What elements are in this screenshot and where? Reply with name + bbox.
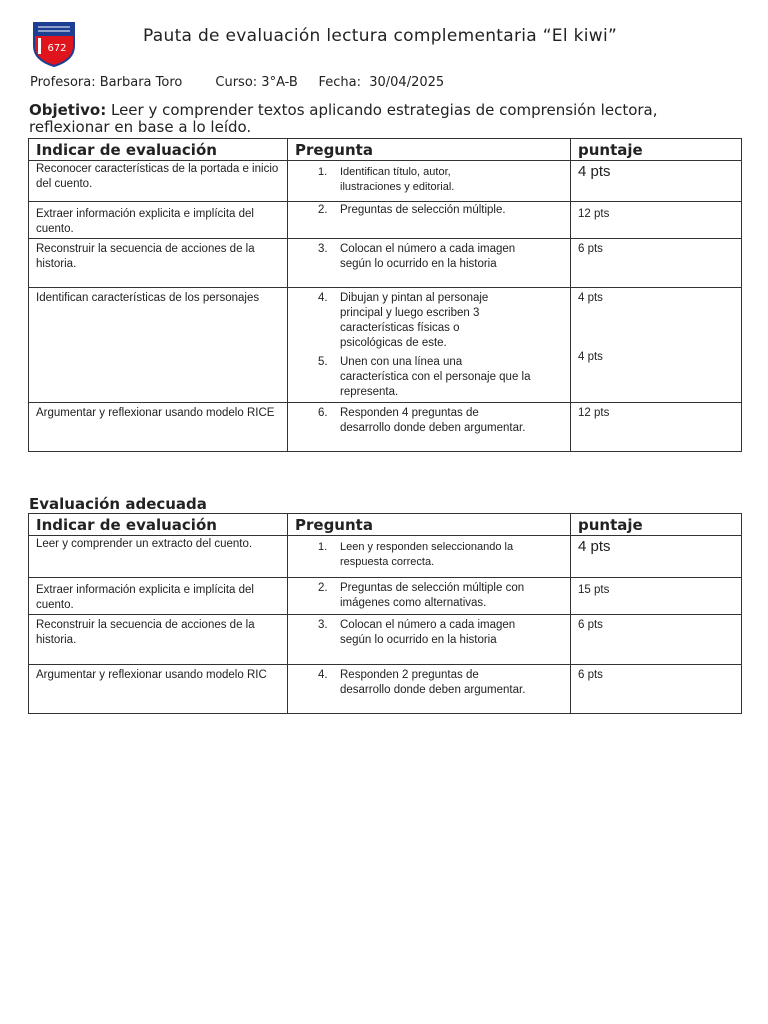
objective-label: Objetivo: xyxy=(29,101,107,119)
question-number: 1. xyxy=(318,541,328,553)
points-cell: 6 pts xyxy=(571,239,742,288)
table-row xyxy=(29,239,742,288)
indicator-cell: Reconocer características de la portada e inicio del cuento. xyxy=(29,161,288,202)
objective-text: Leer y comprender textos aplicando estrategias de comprensión lectora, reflexionar en base a lo leído. xyxy=(29,101,658,136)
indicator-cell: Extraer información explicita e implícita del cuento. xyxy=(29,202,288,239)
points-cell: 4 pts xyxy=(571,161,742,202)
table-header-row xyxy=(29,514,742,536)
question-text: Colocan el número a cada imagen según lo ocurrido en la historia xyxy=(340,619,516,646)
table-row xyxy=(29,615,742,665)
question-cell xyxy=(288,403,571,452)
points-cell xyxy=(571,288,742,403)
indicator-cell: Reconstruir la secuencia de acciones de la historia. xyxy=(29,239,288,288)
question-number: 4. xyxy=(318,669,328,681)
question-text: Identifican título, autor, ilustraciones y editorial. xyxy=(340,166,455,193)
evaluation-table xyxy=(28,138,742,452)
header-indicator: Indicar de evaluación xyxy=(29,139,288,161)
question-number: 3. xyxy=(318,619,328,631)
points-cell: 15 pts xyxy=(571,578,742,615)
indicator-cell: Extraer información explicita e implícita del cuento. xyxy=(29,578,288,615)
adapted-evaluation-table xyxy=(28,513,742,714)
table-row xyxy=(29,536,742,578)
header-question: Pregunta xyxy=(288,139,571,161)
objective xyxy=(29,102,729,136)
indicator-cell: Reconstruir la secuencia de acciones de la historia. xyxy=(29,615,288,665)
question-cell xyxy=(288,161,571,202)
question-cell xyxy=(288,578,571,615)
question-number: 2. xyxy=(318,582,328,594)
points-value: 4 pts xyxy=(578,292,603,304)
question-number: 1. xyxy=(318,166,328,178)
document-title: Pauta de evaluación lectura complementaria “El kiwi” xyxy=(143,26,618,46)
table-row xyxy=(29,578,742,615)
table-row xyxy=(29,202,742,239)
table-row xyxy=(29,403,742,452)
question-cell xyxy=(288,536,571,578)
table-header-row xyxy=(29,139,742,161)
table-row xyxy=(29,288,742,403)
question-text: Responden 4 preguntas de desarrollo donde deben argumentar. xyxy=(340,407,526,434)
question-text: Leen y responden seleccionando la respuesta correcta. xyxy=(340,541,514,568)
indicator-cell: Identifican características de los personajes xyxy=(29,288,288,403)
question-number: 3. xyxy=(318,243,328,255)
header-points: puntaje xyxy=(571,514,742,536)
points-cell: 6 pts xyxy=(571,615,742,665)
points-value: 4 pts xyxy=(578,351,603,363)
question-text: Responden 2 preguntas de desarrollo donde deben argumentar. xyxy=(340,669,526,696)
points-cell: 4 pts xyxy=(571,536,742,578)
question-cell xyxy=(288,202,571,239)
question-text: Dibujan y pintan al personaje principal y luego escriben 3 características físicas o psicológicas de este. xyxy=(340,292,489,349)
indicator-cell: Argumentar y reflexionar usando modelo RIC xyxy=(29,665,288,714)
header-points: puntaje xyxy=(571,139,742,161)
question-cell xyxy=(288,288,571,403)
points-cell: 12 pts xyxy=(571,403,742,452)
points-cell: 12 pts xyxy=(571,202,742,239)
document-meta: Profesora: Barbara Toro Curso: 3°A-B Fecha: 30/04/2025 xyxy=(30,75,445,90)
question-cell xyxy=(288,615,571,665)
school-logo xyxy=(30,20,78,68)
section-title: Evaluación adecuada xyxy=(29,495,207,513)
question-cell xyxy=(288,239,571,288)
indicator-cell: Leer y comprender un extracto del cuento. xyxy=(29,536,288,578)
question-number: 6. xyxy=(318,407,328,419)
question-text: Preguntas de selección múltiple. xyxy=(340,204,506,216)
question-text: Unen con una línea una característica con el personaje que la representa. xyxy=(340,356,531,398)
table-row xyxy=(29,161,742,202)
table-row xyxy=(29,665,742,714)
question-cell xyxy=(288,665,571,714)
question-number: 5. xyxy=(318,356,328,368)
question-number: 2. xyxy=(318,204,328,216)
indicator-cell: Argumentar y reflexionar usando modelo RICE xyxy=(29,403,288,452)
logo-number: 672 xyxy=(47,43,67,54)
question-number: 4. xyxy=(318,292,328,304)
points-cell: 6 pts xyxy=(571,665,742,714)
question-text: Preguntas de selección múltiple con imágenes como alternativas. xyxy=(340,582,525,609)
header-question: Pregunta xyxy=(288,514,571,536)
header-indicator: Indicar de evaluación xyxy=(29,514,288,536)
question-text: Colocan el número a cada imagen según lo ocurrido en la historia xyxy=(340,243,516,270)
